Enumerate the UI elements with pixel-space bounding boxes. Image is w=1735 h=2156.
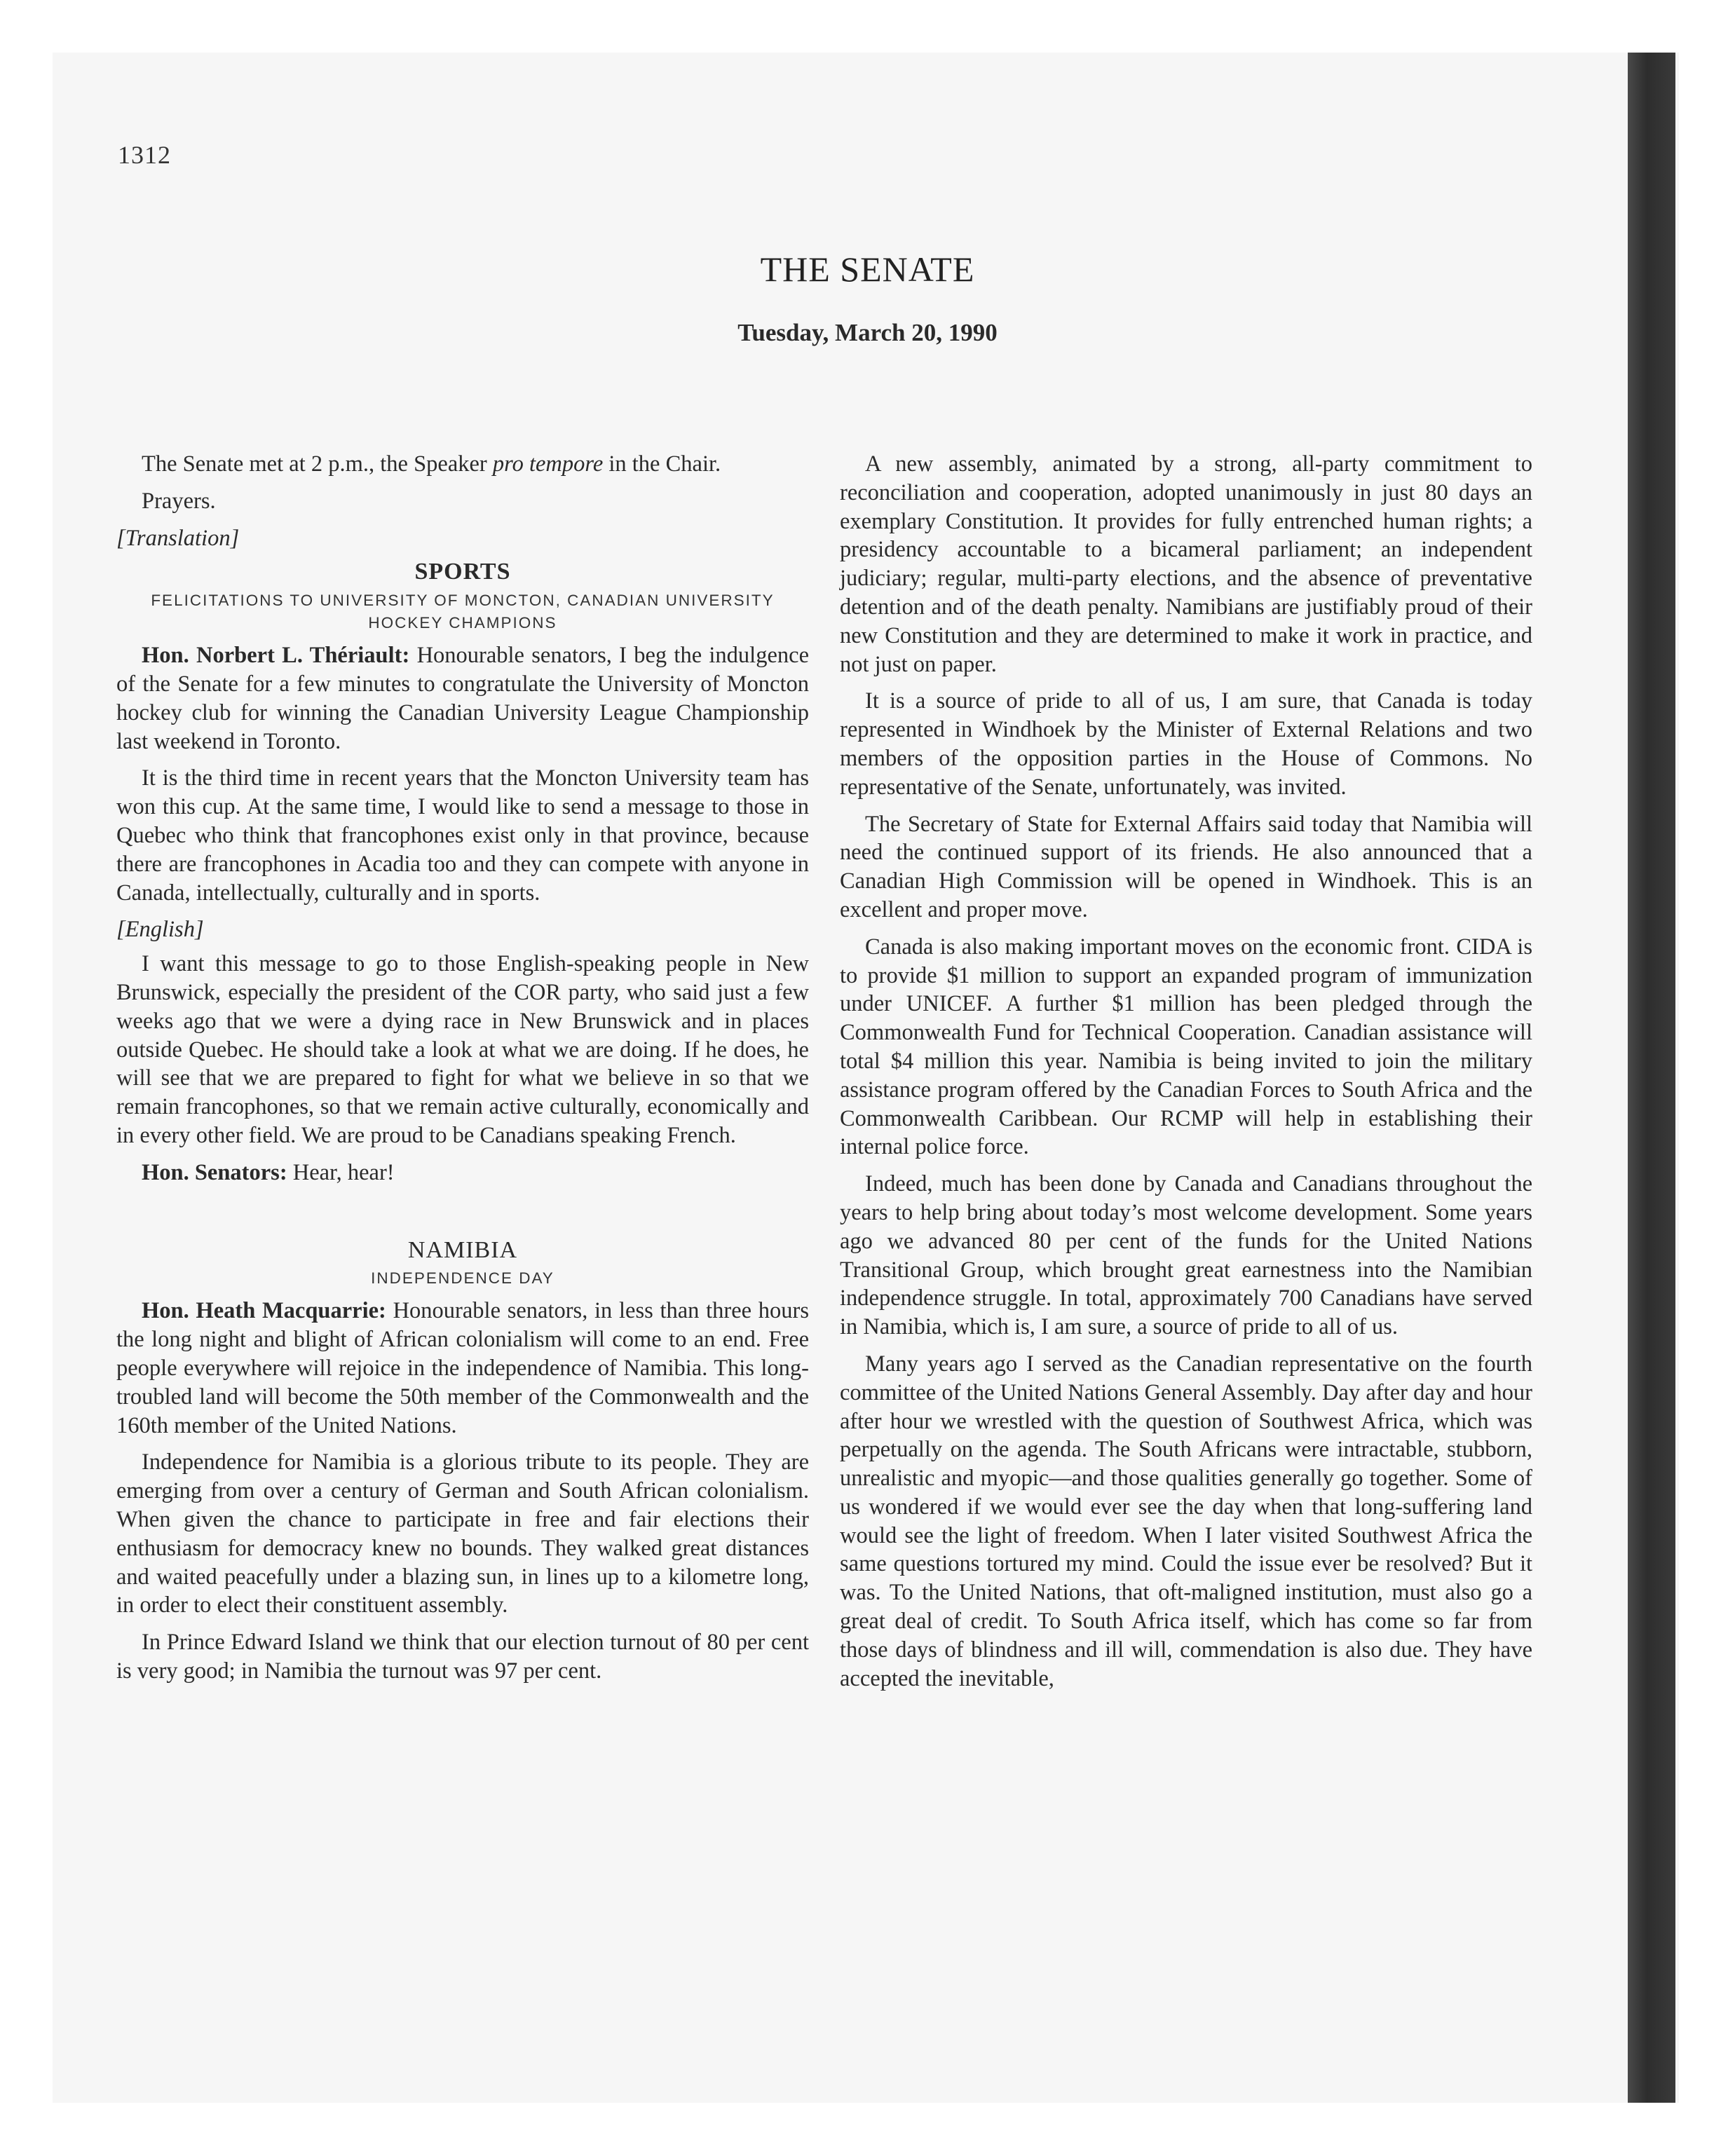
right-paragraph-3: The Secretary of State for External Affairs said today that Namibia will need the continued support of its friends. He also announced that a Canadian High Commission will be opened in Windhoek. This is an excellent and proper move. [840,811,1532,922]
right-paragraph-4: Canada is also making important moves on the economic front. CIDA is to provide $1 million to support an expanded program of immunization under UNICEF. A further $1 million has been pledged through the Commonwealth Fund for Technical Cooperation. Canadian assistance will total $4 million this year. Namibia is being invited to join the military assistance program offered by the Canadian Forces to South Africa and the Commonwealth Caribbean. Our RCMP will help in establishing their internal police force. [840,934,1532,1160]
prayers-line: Prayers. [142,488,216,514]
sitting-date: Tuesday, March 20, 1990 [737,319,998,346]
left-column [116,450,809,1694]
opening-emphasis: pro tempore [492,451,604,477]
namibia-heading: NAMIBIA [407,1236,518,1263]
right-paragraph-6: Many years ago I served as the Canadian representative on the fourth committee of the United Nations General Assembly. Day after day and hour after hour we wrestled with the question of Southwest Africa, which was perpetually on the agenda. The South Africans were intractable, stubborn, unrealistic and myopic—and those qualities generally go together. Some of us wondered if we would ever see the day when that long-suffering land would see the light of freedom. When I later visited Southwest Africa the same questions tortured my mind. Could the issue ever be resolved? But it was. To the United Nations, that oft-maligned institution, must also go a great deal of credit. To South Africa itself, which has come so far from those days of blindness and ill will, commendation is also due. They have accepted the inevitable, [840,1351,1532,1691]
translation-tag: [Translation] [116,525,240,551]
senators-response [116,1159,809,1187]
binding-edge [1628,53,1675,2103]
paragraph-text: Honourable senators, I beg the indulgence of the Senate for a few minutes to congratulate the University of Moncton hockey club for winning the Canadian University League Championship last weekend in Toronto. [116,643,809,754]
page-title: THE SENATE [760,250,975,289]
sports-paragraph-1 [116,641,809,756]
right-paragraph-2: It is a source of pride to all of us, I am sure, that Canada is today represented in Windhoek by the Minister of External Relations and two members of the opposition parties in the House of Commons. No representative of the Senate, unfortunately, was invited. [840,688,1532,800]
sports-paragraph-3: I want this message to go to those English-speaking people in New Brunswick, especially the president of the COR party, who said just a few weeks ago that we were a dying race in New Brunswick and in places outside Quebec. He should take a look at what we are doing. If he does, he will see that we are prepared to fight for what we believe in so that we remain francophones, so that we remain active culturally, economically and in every other field. We are proud to be Canadians speaking French. [116,951,809,1148]
opening-text-before: The Senate met at 2 p.m., the Speaker [142,451,493,477]
response-text: Hear, hear! [292,1159,395,1185]
right-column [840,450,1532,1701]
speaker-name: Hon. Norbert L. Thériault: [142,643,410,669]
opening-paragraph [116,450,809,479]
right-paragraph-1: A new assembly, animated by a strong, all-party commitment to reconciliation and cooperation, adopted unanimously in just 80 days an exemplary Constitution. It provides for fully entrenched human rights; a presidency accountable to a bicameral parliament; an independent judiciary; regular, multi-party elections, and the absence of preventative detention and of the death penalty. Namibians are justifiably proud of their new Constitution and they are determined to make it work in practice, and not just on paper. [840,451,1532,677]
namibia-subheading: INDEPENDENCE DAY [371,1269,554,1288]
opening-text-after: in the Chair. [603,451,721,477]
speaker-name: Hon. Heath Macquarrie: [142,1298,386,1324]
sports-subheading: FELICITATIONS TO UNIVERSITY OF MONCTON, CANADIAN UNIVERSITY HOCKEY CHAMPIONS [151,592,775,632]
namibia-paragraph-1 [116,1297,809,1440]
english-tag: [English] [116,917,204,943]
namibia-paragraph-2: Independence for Namibia is a glorious tribute to its people. They are emerging from over a century of German and South African colonialism. When given the chance to participate in free and fair elections their enthusiasm for democracy knew no bounds. They walked great distances and waited peacefully under a blazing sun, in lines up to a kilometre long, in order to elect their constituent assembly. [116,1449,809,1618]
sports-heading: SPORTS [414,559,511,585]
paragraph-text: Honourable senators, in less than three hours the long night and blight of African colonialism will come to an end. Free people everywhere will rejoice in the independence of Namibia. This long-troubled land will become the 50th member of the Commonwealth and the 160th member of the United Nations. [116,1298,809,1438]
right-paragraph-5: Indeed, much has been done by Canada and Canadians throughout the years to help bring about today’s most welcome development. Some years ago we advanced 80 per cent of the funds for the United Nations Transitional Group, which brought great earnestness into the Namibian independence struggle. In total, approximately 700 Canadians have served in Namibia, which is, I am sure, a source of pride to all of us. [840,1171,1532,1340]
page-number: 1312 [118,141,171,169]
namibia-paragraph-3: In Prince Edward Island we think that our election turnout of 80 per cent is very good; in Namibia the turnout was 97 per cent. [116,1630,809,1684]
response-speaker: Hon. Senators: [142,1159,287,1185]
sports-paragraph-2: It is the third time in recent years that the Moncton University team has won this cup. At the same time, I would like to send a message to those in Quebec who think that francophones exist only in that province, because there are francophones in Acadia too and they can compete with anyone in Canada, intellectually, culturally and in sports. [116,765,809,906]
